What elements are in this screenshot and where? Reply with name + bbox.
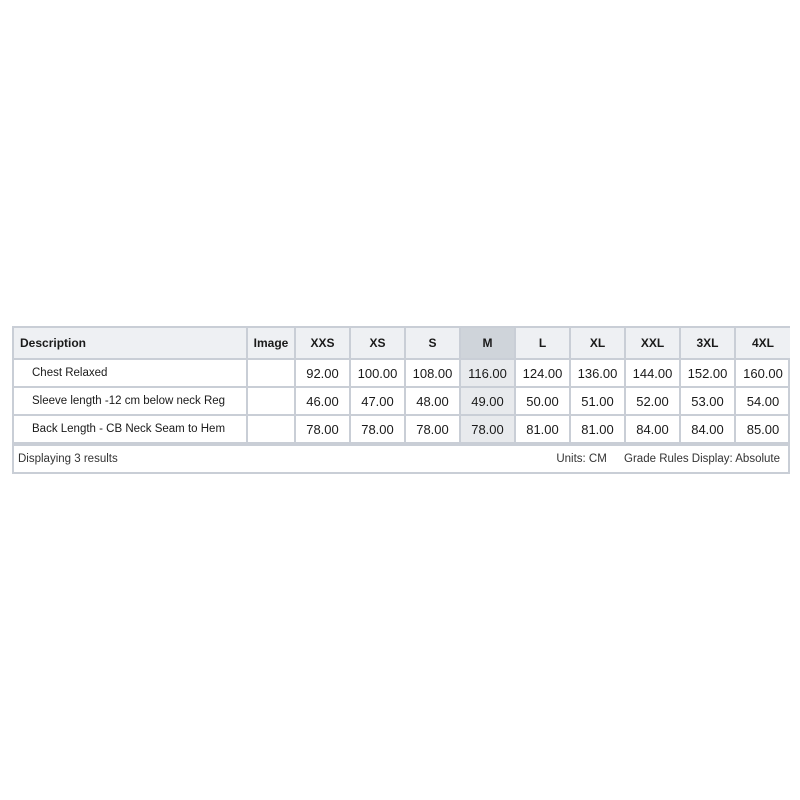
column-header-size-m[interactable]: M — [460, 328, 515, 359]
value-cell: 124.00 — [515, 359, 570, 387]
column-header-size-4xl[interactable]: 4XL — [735, 328, 790, 359]
value-cell-highlighted: 78.00 — [460, 415, 515, 443]
value-cell: 100.00 — [350, 359, 405, 387]
row-image-cell — [247, 359, 295, 387]
value-cell: 78.00 — [295, 415, 350, 443]
row-image-cell — [247, 415, 295, 443]
value-cell: 152.00 — [680, 359, 735, 387]
value-cell: 81.00 — [570, 415, 625, 443]
units-label: Units: CM — [556, 453, 607, 465]
value-cell: 85.00 — [735, 415, 790, 443]
value-cell: 78.00 — [350, 415, 405, 443]
value-cell: 52.00 — [625, 387, 680, 415]
results-count: Displaying 3 results — [18, 453, 118, 465]
value-cell: 92.00 — [295, 359, 350, 387]
column-header-size-l[interactable]: L — [515, 328, 570, 359]
header-row — [14, 328, 790, 359]
row-image-cell — [247, 387, 295, 415]
column-header-description[interactable]: Description — [14, 328, 247, 359]
value-cell: 144.00 — [625, 359, 680, 387]
column-header-image[interactable]: Image — [247, 328, 295, 359]
value-cell-highlighted: 49.00 — [460, 387, 515, 415]
value-cell: 84.00 — [625, 415, 680, 443]
value-cell: 81.00 — [515, 415, 570, 443]
value-cell: 53.00 — [680, 387, 735, 415]
value-cell: 78.00 — [405, 415, 460, 443]
size-spec-table — [14, 328, 790, 444]
grade-rules-label: Grade Rules Display: Absolute — [624, 453, 780, 465]
value-cell: 50.00 — [515, 387, 570, 415]
value-cell: 46.00 — [295, 387, 350, 415]
table-row[interactable] — [14, 359, 790, 387]
value-cell-highlighted: 116.00 — [460, 359, 515, 387]
row-description: Sleeve length -12 cm below neck Reg — [14, 387, 247, 415]
size-spec-grid — [12, 326, 790, 474]
row-description: Back Length - CB Neck Seam to Hem — [14, 415, 247, 443]
footer-info — [542, 453, 780, 465]
column-header-size-xxl[interactable]: XXL — [625, 328, 680, 359]
value-cell: 54.00 — [735, 387, 790, 415]
value-cell: 136.00 — [570, 359, 625, 387]
value-cell: 51.00 — [570, 387, 625, 415]
value-cell: 160.00 — [735, 359, 790, 387]
table-row[interactable] — [14, 415, 790, 443]
value-cell: 108.00 — [405, 359, 460, 387]
column-header-size-s[interactable]: S — [405, 328, 460, 359]
column-header-size-3xl[interactable]: 3XL — [680, 328, 735, 359]
column-header-size-xl[interactable]: XL — [570, 328, 625, 359]
grid-footer — [14, 444, 788, 472]
table-row[interactable] — [14, 387, 790, 415]
value-cell: 47.00 — [350, 387, 405, 415]
column-header-size-xxs[interactable]: XXS — [295, 328, 350, 359]
value-cell: 48.00 — [405, 387, 460, 415]
row-description: Chest Relaxed — [14, 359, 247, 387]
column-header-size-xs[interactable]: XS — [350, 328, 405, 359]
value-cell: 84.00 — [680, 415, 735, 443]
